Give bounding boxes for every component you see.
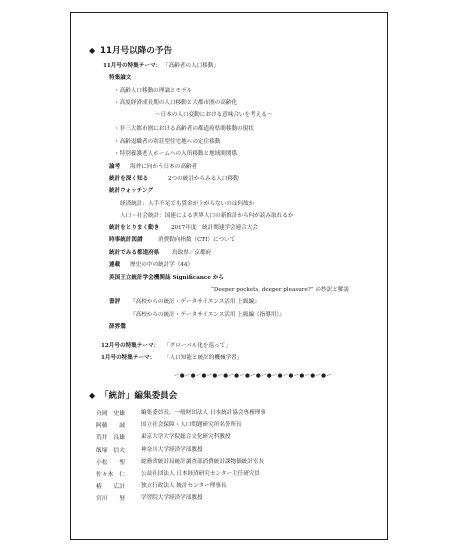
diamond-bullet-icon: ◆ [89,391,96,400]
member-name: 椿 広計 [96,484,125,491]
rensai-label: 連載 [109,262,121,268]
ugoki-value: 2017年度 統計関連学会連合大会 [171,225,258,231]
theme-12-value: 「グローバル化を巡って」 [164,343,231,349]
fukaku-label: 統計を深く知る [109,176,149,182]
last-label: 薛雰鶯 [109,324,126,330]
ugoki-label: 統計をとりまく動き [109,225,160,231]
jiji-value: 消費動向指数（CTI）について [158,237,236,243]
watching-label: 統計ウォッチング [109,188,154,194]
feature-article: ・高度経済成長期の人口移動と大都市圏の高齢化 [114,100,238,106]
member-name: 飯塚 信夫 [96,447,125,454]
rss-value: “Deeper pockets, deeper pleasure?” の抄訳と解説 [211,287,349,293]
shohyo-item: 『高校からの統計・データサイエンス活用 上級編（指導用）』 [130,312,285,318]
fukaku-value: 2つの統計からみる人口移動 [168,176,239,182]
ronkou-value: 海外に向かう日本の高齢者 [130,164,198,170]
theme-12-label: 12月号の特集テーマ： [101,343,160,349]
diamond-bullet-icon: ◆ [89,46,96,55]
theme-11-value: 「高齢者の人口移動」 [163,63,219,69]
shohyo-item: 『高校からの統計・データサイエンス活用 上級編』 [130,299,260,305]
jiji-label: 時事統計図譜 [109,237,143,243]
member-role: 総務省統計局統計調査部消費統計課物価統計室長 [141,458,265,465]
committee-heading: 「統計」編集委員会 [100,391,178,401]
todofuken-value: 鳥取県／京都府 [172,250,212,256]
feature-article: ・特別養護老人ホームへの入所移動と地域間関係 [114,151,238,157]
member-name: 荒井 良雄 [96,435,125,442]
theme-1-label: 1月号の特集テーマ： [101,355,156,361]
member-role: 公益社団法人 日本経済研究センター主任研究員 [141,470,261,477]
feature-label: 特集論文 [109,75,132,81]
member-role: 東京大学大学院総合文化研究科教授 [141,434,231,441]
theme-11-label: 11月号の特集テーマ： [103,63,162,69]
rensai-value: 歴史の中の統計学（44） [130,262,194,268]
preview-heading: 11月号以降の予告 [100,46,173,56]
member-role: 編集委員長、一般財団法人 日本統計協会専務理事 [141,410,266,416]
member-name: 阿藤 誠 [96,423,125,430]
theme-1-value: 「人口知能と統計的機械学習」 [164,355,243,361]
feature-article: ・高齢人口移動の理論とモデル [114,88,193,94]
feature-article-subtitle: ～日本の人口変動における意味合いを考える～ [155,112,273,118]
member-name: 舟岡 史雄 [96,411,125,417]
feature-article: ・非三大都市圏における高齢者の都道府県間移動の現状 [114,126,254,132]
member-name: 佐々木 仁 [96,471,125,478]
member-name: 宮川 努 [96,496,125,503]
member-role: 国立社会保障・人口問題研究所名誉所長 [141,422,242,429]
ronkou-label: 論考 [109,164,121,170]
section-separator: ー●ー●ー●ー●ー●ー●ー●ー●ー●ー●ー●ー●ー●ー●ー [174,373,333,379]
shohyo-label: 書評 [109,299,121,305]
member-role: 学習院大学経済学部教授 [141,495,203,502]
todofuken-label: 統計でみる都道府県 [109,250,160,256]
watching-item: 経済統計：人手不足でも賃金が上がらないのは何故か [120,201,255,207]
watching-item: 人口・社会統計：国連による世界人口の新推計から何が読み取れるか [120,213,294,219]
member-role: 独立行政法人 統計センター理事長 [141,483,227,490]
feature-article: ・高齢退職者の別荘型住宅地への定住移動 [114,139,221,145]
member-name: 小松 聖 [96,459,125,466]
member-role: 神奈川大学経済学部教授 [141,446,203,453]
rss-label: 英国王立統計学会機関誌 Significance から [109,275,225,281]
